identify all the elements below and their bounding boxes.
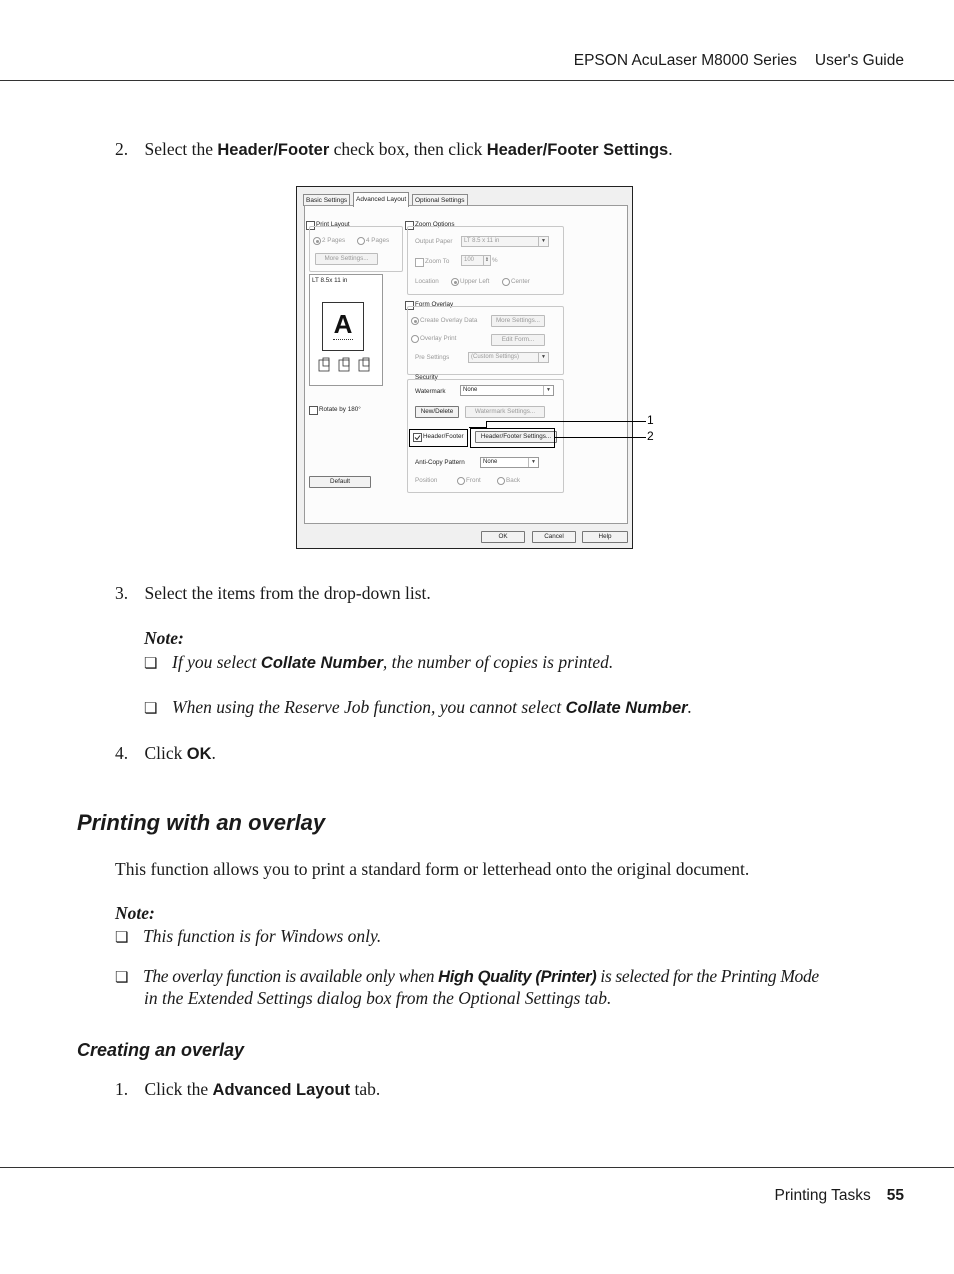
step-text: tab. bbox=[350, 1079, 381, 1099]
callout-line-2 bbox=[554, 437, 646, 438]
create-overlay-label: Create Overlay Data bbox=[420, 317, 478, 324]
header-footer-label: Header/Footer bbox=[423, 433, 464, 440]
pre-settings-select[interactable] bbox=[468, 352, 549, 363]
note-item bbox=[144, 651, 613, 675]
overlay-print-radio[interactable] bbox=[411, 335, 419, 343]
callout-number-1: 1 bbox=[647, 413, 654, 427]
note-text: . bbox=[687, 697, 692, 717]
two-pages-label: 2 Pages bbox=[322, 237, 346, 244]
note-title: Note: bbox=[115, 903, 155, 923]
four-pages-radio[interactable] bbox=[357, 237, 365, 245]
note-item bbox=[115, 925, 381, 949]
bullet-box-icon: ❏ bbox=[144, 656, 158, 672]
note-text: The overlay function is available only when bbox=[143, 966, 439, 986]
step-number: 4. bbox=[115, 743, 129, 763]
dialog-screenshot bbox=[296, 186, 633, 549]
zoom-to-label: Zoom To bbox=[425, 258, 450, 265]
bullet-box-icon: ❏ bbox=[115, 970, 129, 986]
preview-paper-label: LT 8.5x 11 in bbox=[312, 277, 348, 284]
position-label: Position bbox=[415, 477, 438, 484]
zoom-to-spinner[interactable] bbox=[461, 255, 491, 266]
running-footer bbox=[775, 1187, 904, 1205]
note-text: is selected for the Printing Mode bbox=[596, 966, 819, 986]
callout-line-1-seg-a bbox=[469, 427, 487, 428]
watermark-label: Watermark bbox=[415, 388, 446, 395]
overlay-print-label: Overlay Print bbox=[420, 335, 457, 342]
four-pages-label: 4 Pages bbox=[366, 237, 390, 244]
spinner-arrows-icon: ⇕ bbox=[484, 257, 490, 263]
product-name: EPSON AcuLaser M8000 Series bbox=[573, 52, 797, 69]
step-text: . bbox=[211, 743, 216, 763]
step-text: Click bbox=[144, 743, 187, 763]
rotation-icons bbox=[317, 357, 377, 373]
running-header bbox=[574, 52, 904, 70]
output-paper-value: LT 8.5 x 11 in bbox=[464, 238, 500, 244]
note-item bbox=[144, 696, 692, 720]
section-heading: Printing with an overlay bbox=[77, 810, 326, 835]
print-layout-group bbox=[309, 226, 403, 272]
preview-page bbox=[322, 302, 364, 351]
zoom-options-label: Zoom Options bbox=[415, 221, 455, 228]
anti-copy-select[interactable] bbox=[480, 457, 539, 468]
note-text: , the number of copies is printed. bbox=[382, 652, 614, 672]
anti-copy-label: Anti-Copy Pattern bbox=[415, 459, 465, 466]
default-button[interactable]: Default bbox=[309, 476, 371, 488]
ui-term-collate-number: Collate Number bbox=[260, 654, 383, 672]
output-paper-label: Output Paper bbox=[415, 238, 453, 245]
tab-advanced-layout[interactable]: Advanced Layout bbox=[353, 192, 409, 207]
ui-term-collate-number: Collate Number bbox=[565, 699, 688, 717]
ui-term-advanced-layout: Advanced Layout bbox=[212, 1081, 351, 1099]
ui-term-ok: OK bbox=[186, 745, 212, 763]
tab-panel bbox=[304, 205, 628, 524]
ui-term-header-footer: Header/Footer bbox=[217, 141, 330, 159]
upper-left-label: Upper Left bbox=[460, 278, 490, 285]
ui-term-high-quality: High Quality (Printer) bbox=[438, 968, 597, 986]
front-radio[interactable] bbox=[457, 477, 465, 485]
more-settings-button[interactable]: More Settings... bbox=[315, 253, 378, 265]
step-number: 1. bbox=[115, 1079, 129, 1099]
pre-settings-value: (Custom Settings) bbox=[471, 354, 520, 360]
security-label: Security bbox=[415, 374, 438, 381]
zoom-unit: % bbox=[492, 257, 498, 264]
anti-copy-value: None bbox=[483, 459, 498, 465]
footer-rule bbox=[0, 1167, 954, 1168]
location-label: Location bbox=[415, 278, 439, 285]
chevron-down-icon: ▼ bbox=[528, 458, 538, 467]
bullet-box-icon: ❏ bbox=[144, 701, 158, 717]
preview-footer-marks bbox=[333, 339, 353, 341]
center-label: Center bbox=[511, 278, 530, 285]
step-number: 2. bbox=[115, 139, 129, 159]
step-text: . bbox=[668, 139, 673, 159]
preview-letter: A bbox=[333, 309, 353, 339]
header-footer-settings-button[interactable]: Header/Footer Settings... bbox=[475, 431, 557, 443]
front-label: Front bbox=[466, 477, 481, 484]
page-preview bbox=[309, 274, 383, 386]
note-text-continued: in the Extended Settings dialog box from the Optional Settings tab. bbox=[144, 988, 612, 1008]
ui-term-header-footer-settings: Header/Footer Settings bbox=[486, 141, 669, 159]
watermark-select[interactable] bbox=[460, 385, 554, 396]
pre-settings-label: Pre Settings bbox=[415, 354, 450, 361]
step-4 bbox=[115, 742, 216, 765]
cancel-button[interactable]: Cancel bbox=[532, 531, 576, 543]
note-text: If you select bbox=[172, 652, 261, 672]
chevron-down-icon: ▼ bbox=[538, 353, 548, 362]
overlay-more-settings-button[interactable]: More Settings... bbox=[491, 315, 545, 327]
help-button[interactable]: Help bbox=[582, 531, 628, 543]
callout-line-1 bbox=[486, 421, 646, 422]
back-radio[interactable] bbox=[497, 477, 505, 485]
footer-section: Printing Tasks bbox=[774, 1187, 871, 1204]
note-text: This function is for Windows only. bbox=[143, 926, 382, 946]
edit-form-button[interactable]: Edit Form... bbox=[491, 334, 545, 346]
step-text: Select the bbox=[144, 139, 218, 159]
page-number: 55 bbox=[886, 1187, 904, 1204]
tab-basic-settings[interactable]: Basic Settings bbox=[303, 194, 350, 206]
rotate-label: Rotate by 180° bbox=[319, 406, 361, 413]
callout-frame-header-footer-settings bbox=[470, 428, 555, 448]
step-number: 3. bbox=[115, 583, 129, 603]
chevron-down-icon: ▼ bbox=[543, 386, 553, 395]
step-text: check box, then click bbox=[329, 139, 487, 159]
guide-name: User's Guide bbox=[814, 52, 904, 69]
step-1 bbox=[115, 1078, 380, 1101]
zoom-to-checkbox[interactable] bbox=[415, 258, 424, 267]
two-pages-radio[interactable] bbox=[313, 237, 321, 245]
section-intro: This function allows you to print a standard form or letterhead onto the original document. bbox=[115, 859, 750, 879]
note-title: Note: bbox=[144, 628, 184, 648]
chevron-down-icon: ▼ bbox=[538, 237, 548, 246]
rotate-checkbox[interactable] bbox=[309, 406, 318, 415]
back-label: Back bbox=[506, 477, 520, 484]
center-radio[interactable] bbox=[502, 278, 510, 286]
subsection-heading: Creating an overlay bbox=[77, 1040, 245, 1060]
step-3 bbox=[115, 582, 431, 604]
header-rule bbox=[0, 80, 954, 81]
note-text: When using the Reserve Job function, you cannot select bbox=[172, 697, 566, 717]
note-item bbox=[115, 965, 819, 989]
new-delete-button[interactable]: New/Delete bbox=[415, 406, 459, 418]
watermark-settings-button[interactable]: Watermark Settings... bbox=[465, 406, 545, 418]
step-text: Select the items from the drop-down list. bbox=[144, 583, 431, 603]
step-2 bbox=[115, 138, 673, 161]
tab-optional-settings[interactable]: Optional Settings bbox=[412, 194, 468, 206]
step-text: Click the bbox=[144, 1079, 213, 1099]
form-overlay-label: Form Overlay bbox=[415, 301, 454, 308]
callout-line-1-seg-b bbox=[486, 421, 487, 428]
create-overlay-radio[interactable] bbox=[411, 317, 419, 325]
watermark-value: None bbox=[463, 387, 478, 393]
bullet-box-icon: ❏ bbox=[115, 930, 129, 946]
zoom-value: 100 bbox=[464, 257, 475, 263]
callout-number-2: 2 bbox=[647, 429, 654, 443]
output-paper-select[interactable] bbox=[461, 236, 549, 247]
print-layout-label: Print Layout bbox=[316, 221, 350, 228]
ok-button[interactable]: OK bbox=[481, 531, 525, 543]
callout-frame-header-footer bbox=[409, 429, 468, 447]
upper-left-radio[interactable] bbox=[451, 278, 459, 286]
